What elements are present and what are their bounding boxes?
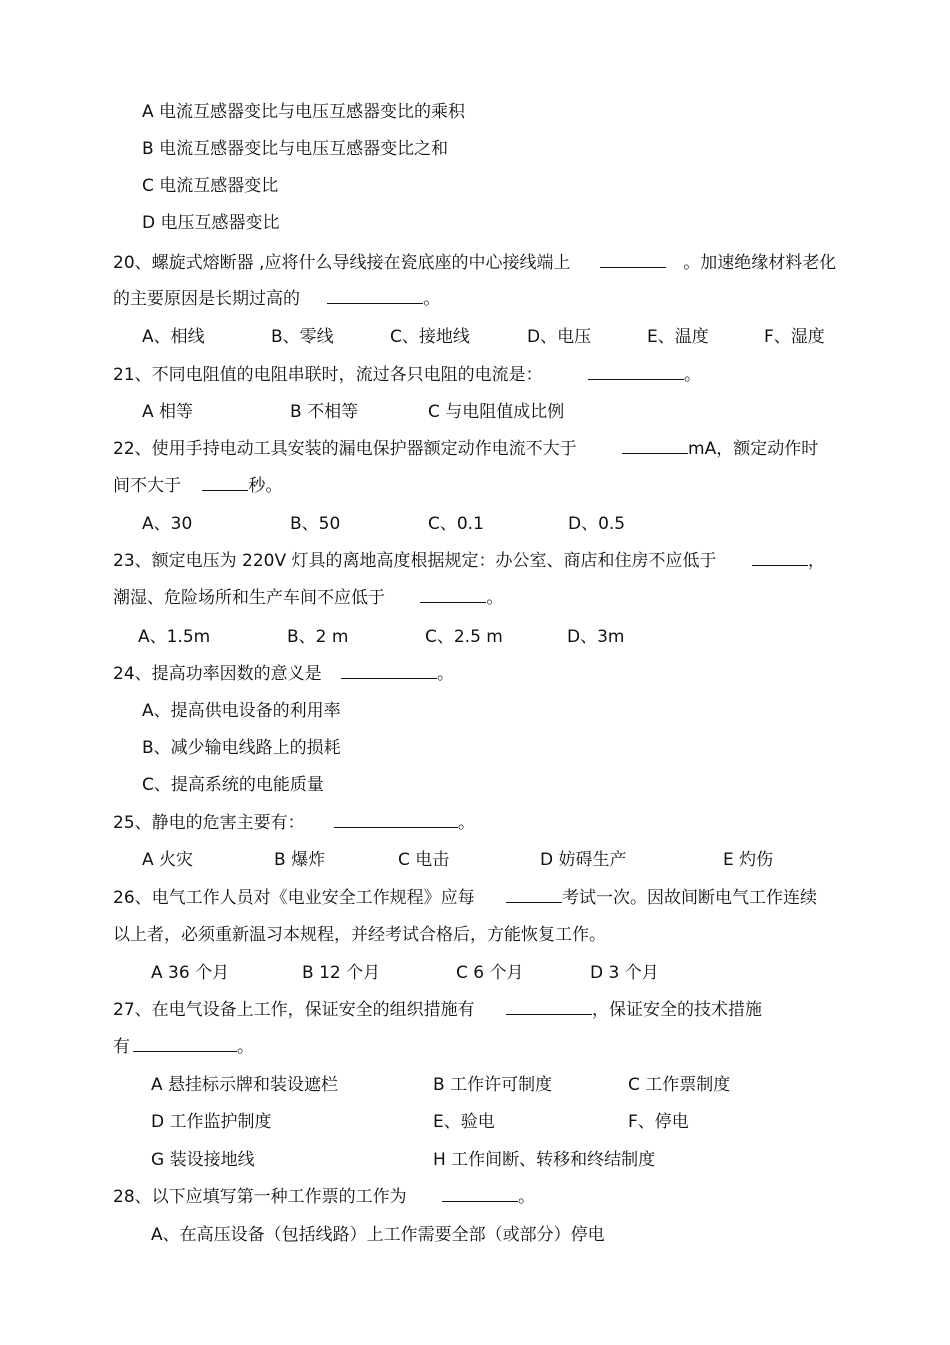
- answer-blank: [420, 588, 486, 603]
- q25-option: C 电击: [398, 850, 450, 870]
- q27-option: B 工作许可制度: [433, 1075, 553, 1095]
- q21-option: A 相等: [142, 402, 194, 422]
- answer-blank: [506, 1000, 592, 1015]
- q21-option: B 不相等: [290, 402, 359, 422]
- question-22-line2: [113, 475, 282, 497]
- question-text: mA，额定动作时: [688, 439, 819, 459]
- question-text: 28、以下应填写第一种工作票的工作为: [113, 1187, 407, 1207]
- answer-blank: [622, 439, 688, 454]
- question-20: [113, 252, 836, 274]
- question-text: 。加速绝缘材料老化: [683, 253, 837, 273]
- question-23: [113, 550, 825, 572]
- q26-option: C 6 个月: [456, 963, 524, 983]
- q23-option: C、2.5 m: [425, 627, 503, 647]
- question-text: 24、提高功率因数的意义是: [113, 664, 322, 684]
- answer-blank: [202, 476, 248, 491]
- question-27-line2: [113, 1036, 254, 1058]
- question-25: [113, 812, 475, 834]
- q26-option: D 3 个月: [590, 963, 659, 983]
- q26-option: A 36 个月: [151, 963, 230, 983]
- q28-option: A、在高压设备（包括线路）上工作需要全部（或部分）停电: [151, 1225, 605, 1245]
- q20-option: E、温度: [647, 327, 709, 347]
- answer-blank: [133, 1037, 237, 1052]
- question-21: [113, 364, 701, 386]
- q25-option: D 妨碍生产: [540, 850, 627, 870]
- answer-blank: [752, 551, 808, 566]
- q25-option: B 爆炸: [274, 850, 326, 870]
- q20-option: B、零线: [271, 327, 334, 347]
- q27-option: E、验电: [433, 1112, 495, 1132]
- question-28: [113, 1186, 535, 1208]
- question-text: ，: [807, 551, 825, 571]
- q21-option: C 与电阻值成比例: [428, 402, 565, 422]
- question-text: 25、静电的危害主要有：: [113, 813, 305, 833]
- question-27: [113, 999, 762, 1021]
- answer-blank: [327, 289, 423, 304]
- question-text: 间不大于: [113, 476, 181, 496]
- question-text: 的主要原因是长期过高的: [113, 289, 300, 309]
- q24-option: B、减少输电线路上的损耗: [142, 738, 341, 758]
- q27-option: H 工作间断、转移和终结制度: [433, 1150, 656, 1170]
- question-text: 22、使用手持电动工具安装的漏电保护器额定动作电流不大于: [113, 439, 577, 459]
- q24-option: C、提高系统的电能质量: [142, 775, 324, 795]
- q27-option: D 工作监护制度: [151, 1112, 272, 1132]
- q23-option: D、3m: [567, 627, 625, 647]
- question-text: 26、电气工作人员对《电业安全工作规程》应每: [113, 888, 475, 908]
- answer-blank: [600, 253, 666, 268]
- question-text: 。: [437, 664, 455, 684]
- q20-option: C、接地线: [390, 327, 470, 347]
- q27-option: F、停电: [628, 1112, 689, 1132]
- question-text: 。: [684, 365, 702, 385]
- q23-option: A、1.5m: [138, 627, 211, 647]
- q22-option: B、50: [290, 514, 341, 534]
- question-text: 。: [486, 588, 504, 608]
- question-26: [113, 887, 817, 909]
- q22-option: D、0.5: [568, 514, 626, 534]
- question-text: 考试一次。因故间断电气工作连续: [562, 888, 818, 908]
- question-text: 21、不同电阻值的电阻串联时，流过各只电阻的电流是：: [113, 365, 543, 385]
- question-text: 23、额定电压为 220V 灯具的离地高度根据规定：办公室、商店和住房不应低于: [113, 551, 717, 571]
- q22-option: A、30: [142, 514, 193, 534]
- q25-option: E 灼伤: [723, 850, 774, 870]
- question-20-line2: [113, 288, 440, 310]
- question-22: [113, 438, 818, 460]
- option-a: A 电流互感器变比与电压互感器变比的乘积: [142, 102, 466, 122]
- q24-option: A、提高供电设备的利用率: [142, 701, 341, 721]
- question-text: 。: [423, 289, 441, 309]
- q27-option: A 悬挂标示牌和装设遮栏: [151, 1075, 339, 1095]
- q22-option: C、0.1: [428, 514, 484, 534]
- question-text: 。: [518, 1187, 536, 1207]
- q27-option: C 工作票制度: [628, 1075, 731, 1095]
- question-26-line2: 以上者，必须重新温习本规程，并经考试合格后，方能恢复工作。: [113, 925, 606, 945]
- q27-option: G 装设接地线: [151, 1150, 255, 1170]
- answer-blank: [341, 664, 437, 679]
- q23-option: B、2 m: [287, 627, 349, 647]
- q20-option: D、电压: [527, 327, 592, 347]
- question-23-line2: [113, 587, 503, 609]
- question-text: ，保证安全的技术措施: [592, 1000, 763, 1020]
- answer-blank: [334, 813, 458, 828]
- option-d: D 电压互感器变比: [142, 213, 280, 233]
- answer-blank: [506, 888, 562, 903]
- q25-option: A 火灾: [142, 850, 194, 870]
- q20-option: F、湿度: [764, 327, 825, 347]
- answer-blank: [442, 1187, 518, 1202]
- question-text: 27、在电气设备上工作，保证安全的组织措施有: [113, 1000, 475, 1020]
- q20-option: A、相线: [142, 327, 205, 347]
- question-text: 潮湿、危险场所和生产车间不应低于: [113, 588, 385, 608]
- question-text: 。: [237, 1037, 254, 1057]
- option-c: C 电流互感器变比: [142, 176, 279, 196]
- answer-blank: [588, 365, 684, 380]
- option-b: B 电流互感器变比与电压互感器变比之和: [142, 139, 449, 159]
- q26-option: B 12 个月: [302, 963, 381, 983]
- question-text: 20、螺旋式熔断器 ,应将什么导线接在瓷底座的中心接线端上: [113, 253, 571, 273]
- question-text: 秒。: [248, 476, 283, 496]
- question-text: 有: [113, 1037, 130, 1057]
- question-24: [113, 663, 454, 685]
- question-text: 。: [458, 813, 476, 833]
